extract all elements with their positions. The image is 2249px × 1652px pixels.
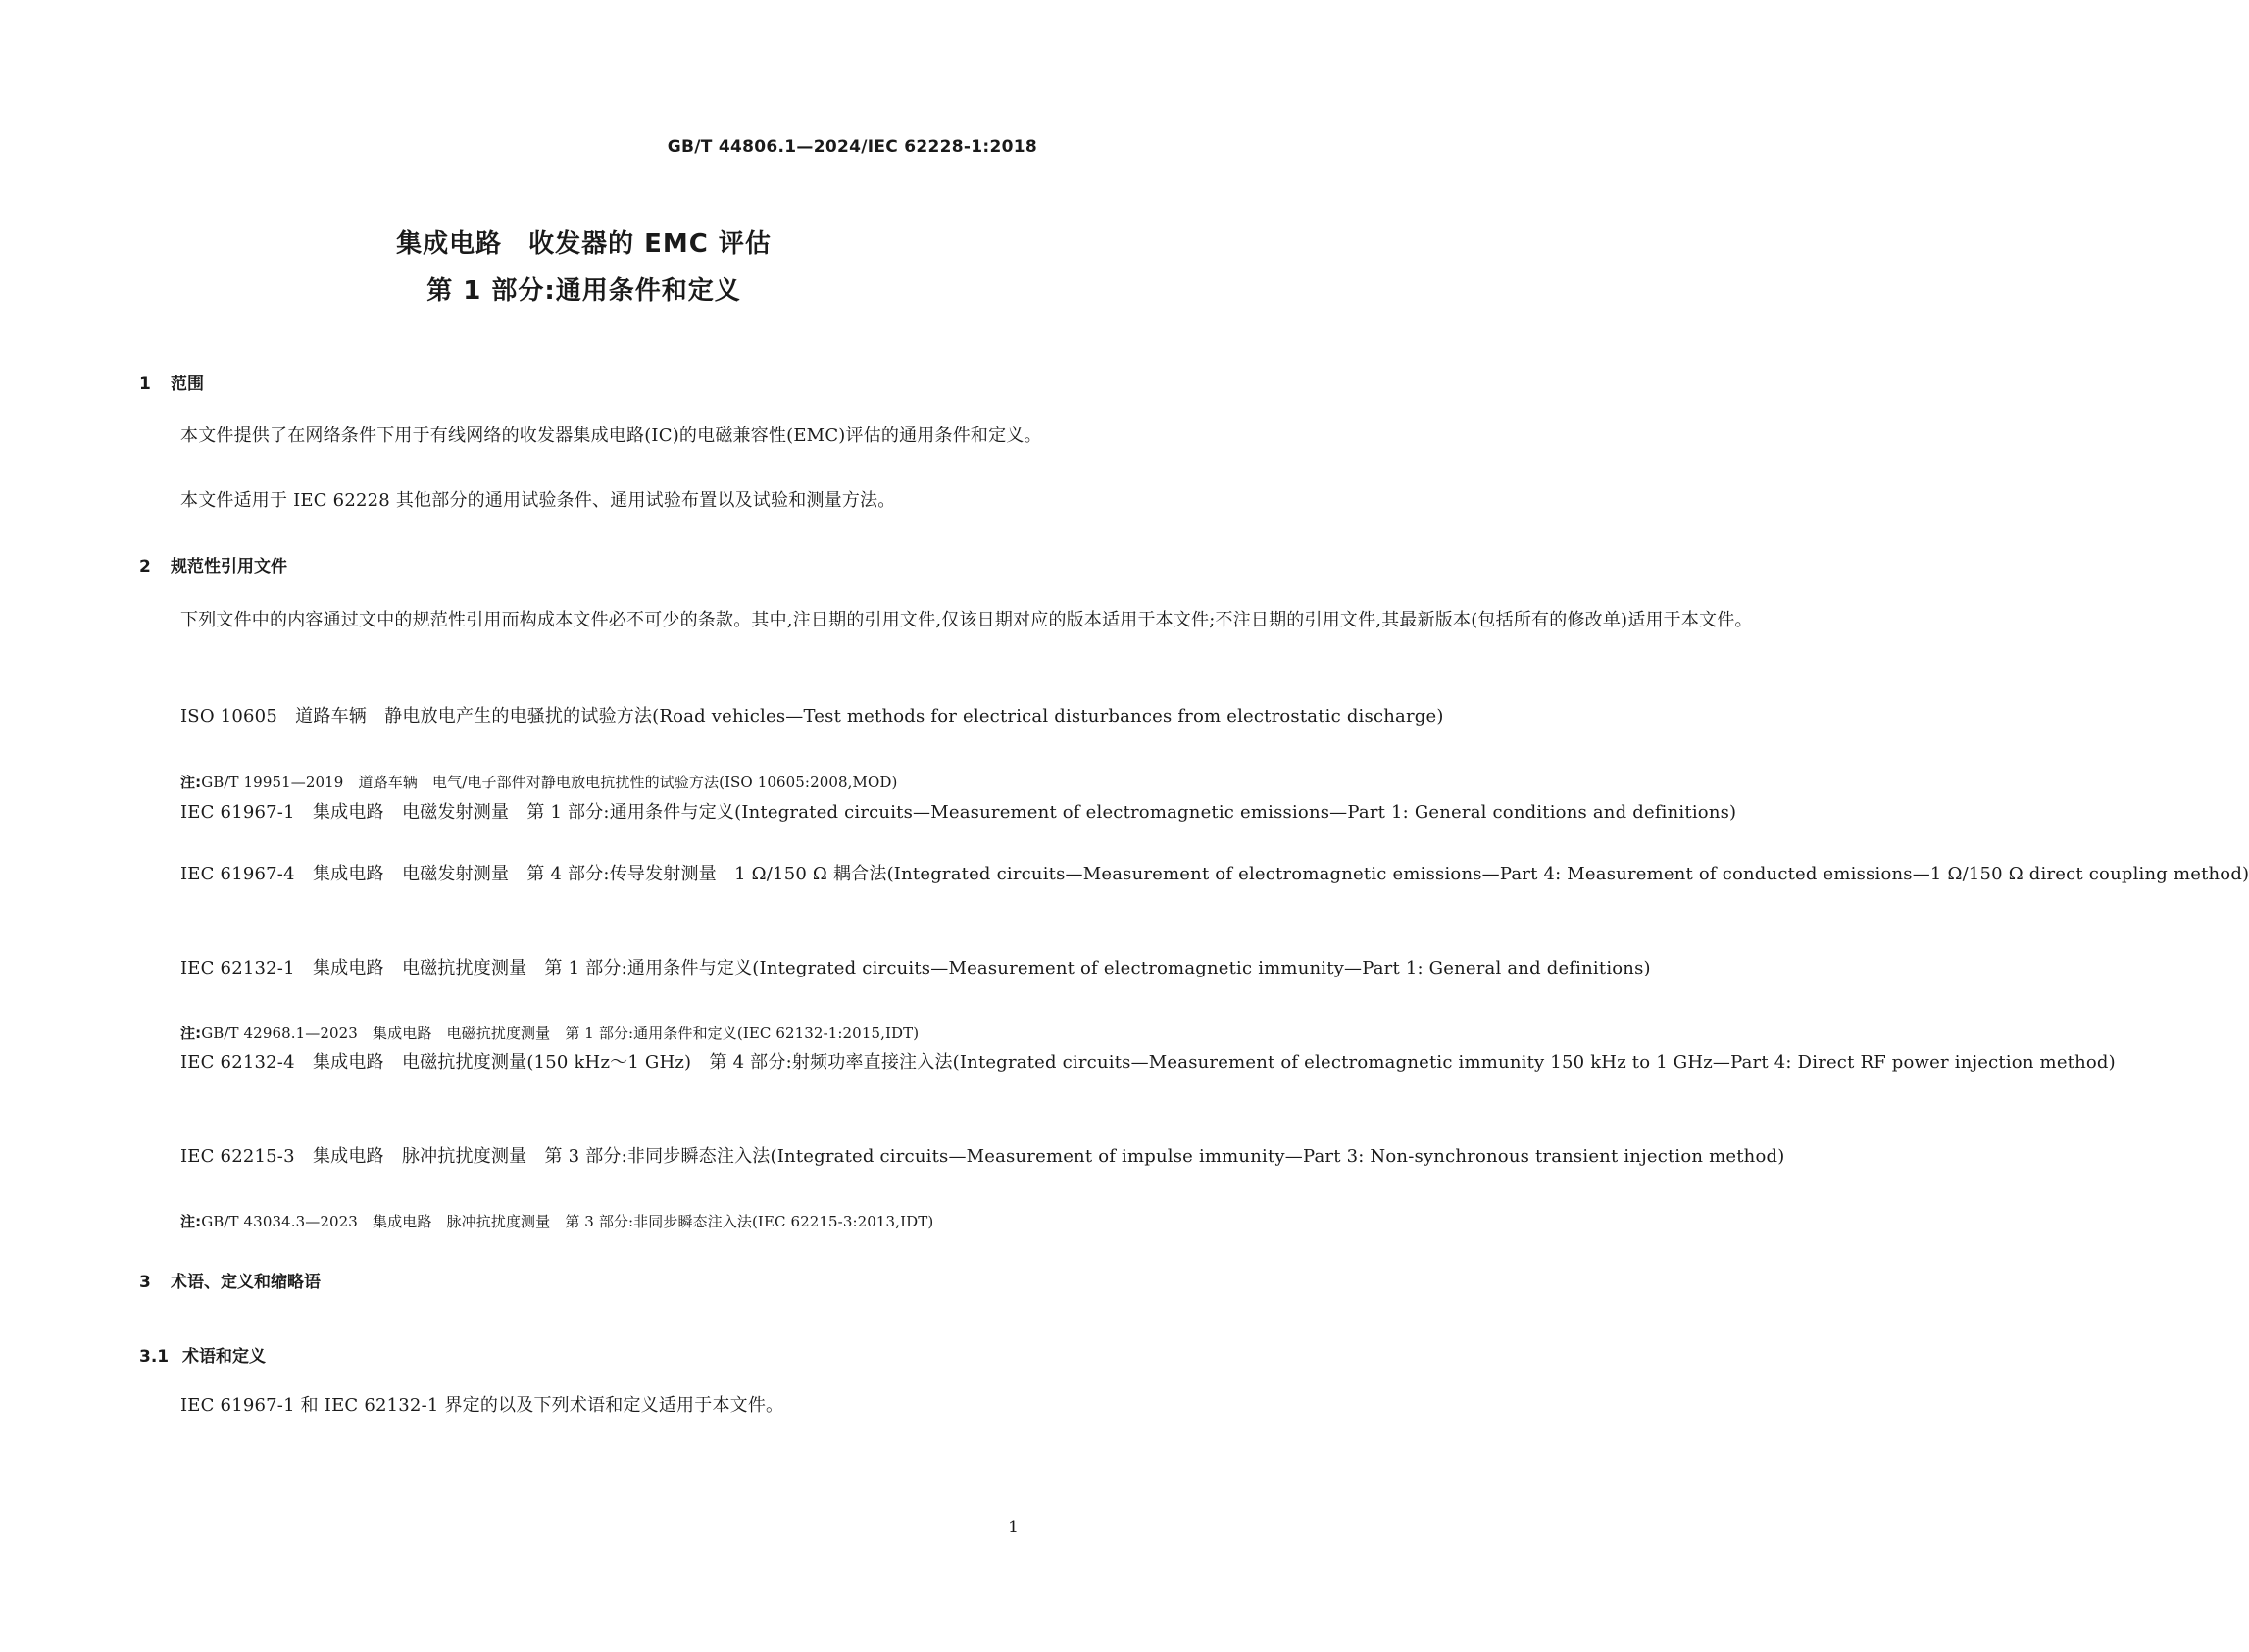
- section-title: 规范性引用文件: [171, 557, 287, 576]
- section-title: 范围: [171, 375, 204, 394]
- reference-iec-61967-1: IEC 61967-1 集成电路 电磁发射测量 第 1 部分:通用条件与定义(Integrated circuits—Measurement of electromagnetic emissions—Part 1: General conditions and definitions): [180, 802, 1737, 823]
- document-title: 集成电路 收发器的 EMC 评估: [396, 229, 772, 259]
- section-3-1-heading: [139, 1342, 266, 1367]
- section-number: 1: [139, 375, 151, 394]
- reference-iec-62132-4: IEC 62132-4 集成电路 电磁抗扰度测量(150 kHz～1 GHz) 第 4 部分:射频功率直接注入法(Integrated circuits—Measurement of electromagnetic immunity 150 kHz to 1 GHz—Part 4: Direct RF power injection method): [180, 1052, 2116, 1073]
- section-2-heading: [139, 552, 287, 576]
- section-title: 术语、定义和缩略语: [171, 1273, 321, 1292]
- document-subtitle: 第 1 部分:通用条件和定义: [426, 276, 741, 306]
- reference-iec-62132-1: IEC 62132-1 集成电路 电磁抗扰度测量 第 1 部分:通用条件与定义(Integrated circuits—Measurement of electromagnetic immunity—Part 1: General and definitions): [180, 958, 1651, 978]
- reference-iso-10605: ISO 10605 道路车辆 静电放电产生的电骚扰的试验方法(Road vehicles—Test methods for electrical disturbances from electrostatic discharge): [180, 706, 1444, 726]
- note-gbt-42968-1: 注:GB/T 42968.1—2023 集成电路 电磁抗扰度测量 第 1 部分:通用条件和定义(IEC 62132-1:2015,IDT): [180, 1025, 920, 1042]
- section-3-heading: [139, 1268, 321, 1292]
- reference-iec-61967-4: IEC 61967-4 集成电路 电磁发射测量 第 4 部分:传导发射测量 1 Ω/150 Ω 耦合法(Integrated circuits—Measurement of electromagnetic emissions—Part 4: Measurement of conducted emissions—1 Ω/150 Ω direct coupling method): [180, 864, 2249, 884]
- paragraph-applicability: 本文件适用于 IEC 62228 其他部分的通用试验条件、通用试验布置以及试验和测量方法。: [180, 490, 896, 511]
- reference-iec-62215-3: IEC 62215-3 集成电路 脉冲抗扰度测量 第 3 部分:非同步瞬态注入法(Integrated circuits—Measurement of impulse immunity—Part 3: Non-synchronous transient injection method): [180, 1146, 1785, 1167]
- paragraph-terms-intro: IEC 61967-1 和 IEC 62132-1 界定的以及下列术语和定义适用于本文件。: [180, 1395, 784, 1416]
- paragraph-normative-intro: 下列文件中的内容通过文中的规范性引用而构成本文件必不可少的条款。其中,注日期的引用文件,仅该日期对应的版本适用于本文件;不注日期的引用文件,其最新版本(包括所有的修改单)适用于本文件。: [180, 610, 1753, 630]
- note-gbt-43034-3: 注:GB/T 43034.3—2023 集成电路 脉冲抗扰度测量 第 3 部分:非同步瞬态注入法(IEC 62215-3:2013,IDT): [180, 1213, 934, 1230]
- section-number: 3.1: [139, 1347, 170, 1367]
- section-title: 术语和定义: [182, 1347, 266, 1367]
- section-number: 3: [139, 1273, 151, 1292]
- paragraph-scope: 本文件提供了在网络条件下用于有线网络的收发器集成电路(IC)的电磁兼容性(EMC)评估的通用条件和定义。: [180, 426, 1042, 446]
- document-code: GB/T 44806.1—2024/IEC 62228-1:2018: [667, 137, 1037, 157]
- page-number: 1: [1008, 1518, 1019, 1537]
- note-gbt-19951: 注:GB/T 19951—2019 道路车辆 电气/电子部件对静电放电抗扰性的试验方法(ISO 10605:2008,MOD): [180, 774, 898, 791]
- section-1-heading: [139, 370, 204, 394]
- section-number: 2: [139, 557, 151, 576]
